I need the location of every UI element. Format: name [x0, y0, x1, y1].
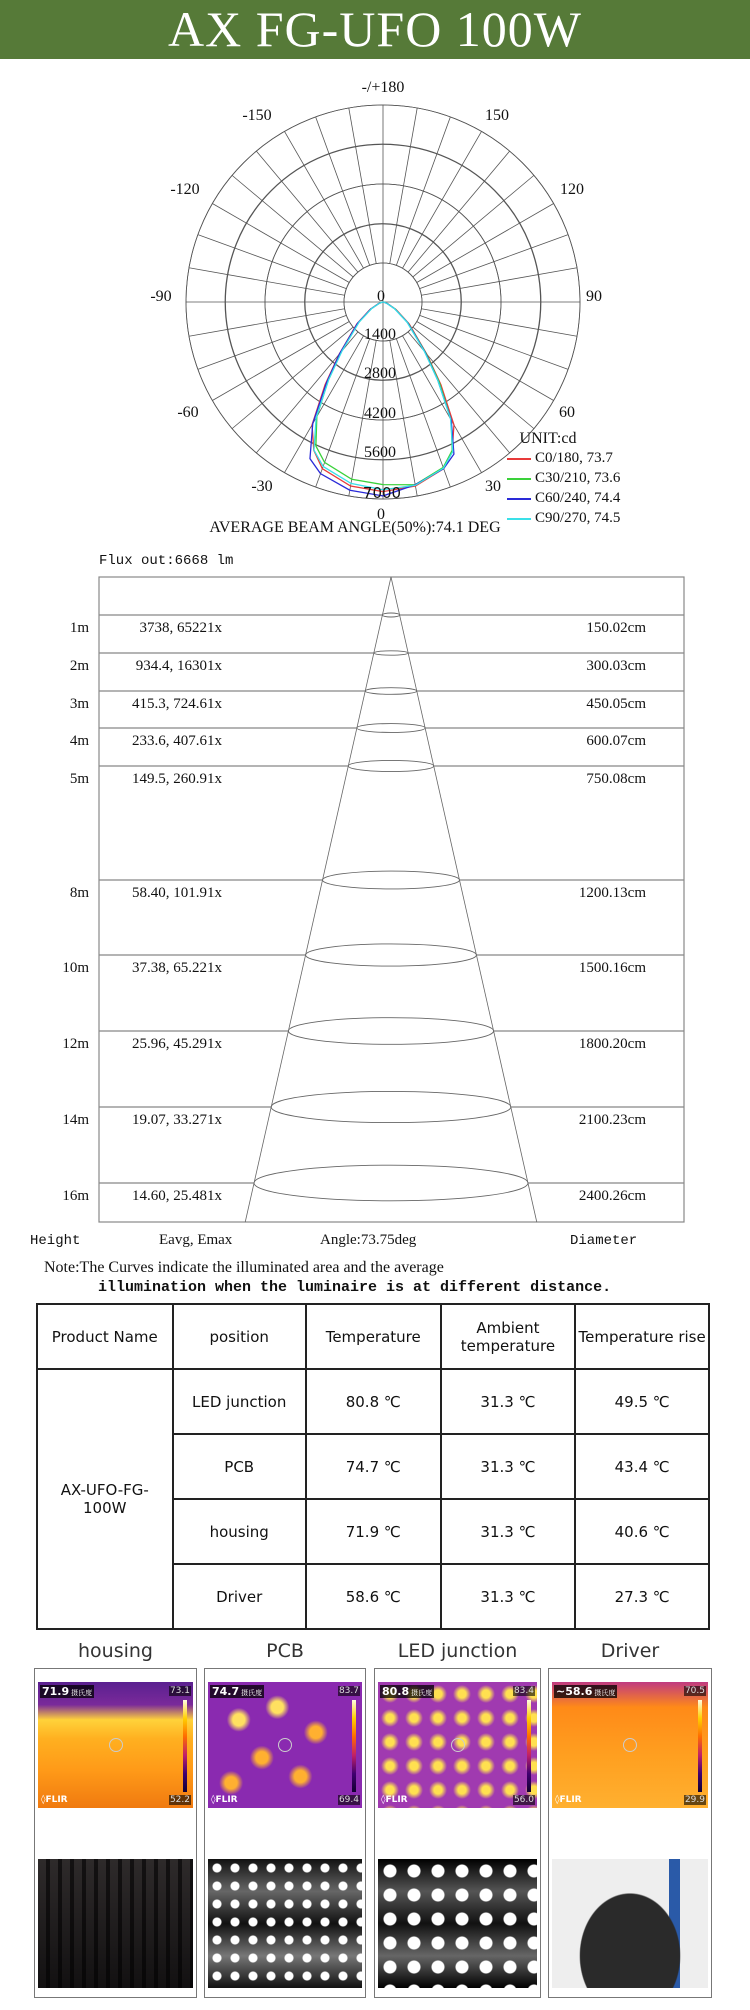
header-cell: Ambient temperature — [441, 1304, 576, 1369]
footer-angle: Angle:73.75deg — [320, 1232, 417, 1248]
rise-cell: 27.3 ℃ — [575, 1564, 709, 1629]
thermal-max: 83.4 — [513, 1686, 534, 1696]
footer-diameter: Diameter — [570, 1233, 638, 1249]
flir-logo: ◊FLIR — [41, 1795, 68, 1805]
thermal-max: 73.1 — [169, 1686, 190, 1696]
thermal-max: 70.5 — [684, 1686, 705, 1696]
temperature-cell: 58.6 ℃ — [306, 1564, 441, 1629]
angle-label: -90 — [150, 288, 172, 305]
ambient-cell: 31.3 ℃ — [441, 1499, 576, 1564]
row-height: 5m — [69, 771, 89, 787]
angle-label: 90 — [586, 288, 602, 305]
angle-label: -150 — [242, 107, 272, 124]
ring-label: 1400 — [364, 326, 396, 343]
thermal-image — [38, 1682, 193, 1808]
thermal-panel-led-junction — [374, 1668, 541, 1998]
row-illuminance: 14.60, 25.481x — [132, 1188, 222, 1204]
legend-item: C60/240, 74.4 — [507, 490, 620, 507]
crosshair-icon — [623, 1738, 637, 1752]
row-height: 14m — [62, 1112, 89, 1128]
angle-label: -/+180 — [361, 79, 405, 96]
row-diameter: 450.05cm — [586, 696, 646, 712]
legend-item: C90/270, 74.5 — [507, 510, 620, 527]
thermal-image — [378, 1682, 537, 1808]
rise-cell: 49.5 ℃ — [575, 1369, 709, 1434]
position-cell: PCB — [173, 1434, 306, 1499]
row-illuminance: 19.07, 33.271x — [132, 1112, 222, 1128]
ring-label: 5600 — [364, 444, 396, 461]
row-diameter: 150.02cm — [586, 620, 646, 636]
row-illuminance: 934.4, 16301x — [135, 658, 222, 674]
row-height: 8m — [69, 885, 89, 901]
thermal-spot-value: 74.7 摄氏度 — [212, 1685, 263, 1698]
row-diameter: 750.08cm — [586, 771, 646, 787]
thermal-min: 29.9 — [684, 1795, 705, 1805]
note-line-2: illumination when the luminaire is at different distance. — [98, 1279, 612, 1296]
position-cell: housing — [173, 1499, 306, 1564]
temperature-cell: 74.7 ℃ — [306, 1434, 441, 1499]
ring-label: 4200 — [364, 405, 396, 422]
cone-edge — [245, 577, 391, 1222]
footer-height: Height — [30, 1233, 81, 1249]
thermal-title-led-junction: LED junction — [397, 1640, 518, 1662]
note-line-1: Note:The Curves indicate the illuminated area and the average — [44, 1259, 444, 1276]
row-illuminance: 58.40, 101.91x — [132, 885, 222, 901]
flir-logo: ◊FLIR — [555, 1795, 582, 1805]
illumination-ellipse — [254, 1165, 528, 1201]
row-diameter: 1500.16cm — [578, 960, 646, 976]
row-illuminance: 37.38, 65.221x — [132, 960, 222, 976]
crosshair-icon — [278, 1738, 292, 1752]
angle-label: -60 — [177, 404, 199, 421]
row-illuminance: 415.3, 724.61x — [132, 696, 222, 712]
row-height: 16m — [62, 1188, 89, 1204]
illumination-ellipse — [357, 724, 425, 733]
thermal-spot-value: 80.8 摄氏度 — [382, 1685, 433, 1698]
row-diameter: 1200.13cm — [578, 885, 646, 901]
temperature-cell: 80.8 ℃ — [306, 1369, 441, 1434]
unit-label: UNIT:cd — [519, 430, 577, 447]
ambient-cell: 31.3 ℃ — [441, 1434, 576, 1499]
thermal-scale-bar — [352, 1700, 356, 1792]
row-diameter: 300.03cm — [586, 658, 646, 674]
legend-item: C0/180, 73.7 — [507, 450, 613, 467]
illumination-ellipse — [323, 871, 460, 889]
table-header-row — [37, 1304, 709, 1369]
ambient-cell: 31.3 ℃ — [441, 1564, 576, 1629]
thermal-min: 56.0 — [513, 1795, 534, 1805]
illumination-ellipse — [271, 1091, 511, 1122]
angle-label: 0 — [377, 506, 385, 523]
product-name-cell: AX-UFO-FG-100W — [37, 1369, 173, 1629]
header-cell: Product Name — [37, 1304, 173, 1369]
thermal-panel-housing — [34, 1668, 197, 1998]
header-cell: Temperature — [306, 1304, 441, 1369]
thermal-panel-driver — [548, 1668, 712, 1998]
header-cell: position — [173, 1304, 306, 1369]
thermal-image — [552, 1682, 708, 1808]
flir-logo: ◊FLIR — [211, 1795, 238, 1805]
thermal-image — [208, 1682, 362, 1808]
thermal-min: 52.2 — [169, 1795, 190, 1805]
row-diameter: 2400.26cm — [578, 1188, 646, 1204]
beam-angle-caption: AVERAGE BEAM ANGLE(50%):74.1 DEG — [209, 519, 501, 536]
illumination-ellipse — [288, 1018, 493, 1045]
row-illuminance: 25.96, 45.291x — [132, 1036, 222, 1052]
ring-label: 2800 — [364, 365, 396, 382]
ring-label: 7000 — [362, 484, 402, 502]
illumination-ellipse — [365, 688, 417, 695]
thermal-max: 83.7 — [338, 1686, 359, 1696]
crosshair-icon — [109, 1738, 123, 1752]
footer-eavg: Eavg, Emax — [159, 1232, 233, 1248]
thermal-min: 69.4 — [338, 1795, 359, 1805]
angle-label: 30 — [485, 478, 501, 495]
table-row — [37, 1369, 709, 1434]
crosshair-icon — [451, 1738, 465, 1752]
driver-photo — [552, 1859, 708, 1988]
illumination-ellipse — [306, 944, 477, 966]
illumination-ellipse — [382, 613, 399, 617]
thermal-scale-bar — [698, 1700, 702, 1792]
ring-label: 0 — [377, 288, 385, 305]
thermal-scale-bar — [183, 1700, 187, 1792]
row-height: 2m — [69, 658, 89, 674]
thermal-title-pcb: PCB — [266, 1640, 304, 1662]
angle-label: -30 — [251, 478, 273, 495]
rise-cell: 40.6 ℃ — [575, 1499, 709, 1564]
temperature-table — [36, 1303, 710, 1630]
angle-label: 120 — [560, 181, 584, 198]
row-illuminance: 3738, 65221x — [139, 620, 222, 636]
page-title: AX FG-UFO 100W — [0, 0, 750, 59]
row-height: 10m — [62, 960, 89, 976]
row-illuminance: 149.5, 260.91x — [132, 771, 222, 787]
illumination-ellipse — [374, 651, 408, 655]
ambient-cell: 31.3 ℃ — [441, 1369, 576, 1434]
row-diameter: 2100.23cm — [578, 1112, 646, 1128]
header-cell: Temperature rise — [575, 1304, 709, 1369]
thermal-title-housing: housing — [78, 1640, 153, 1662]
thermal-title-driver: Driver — [600, 1640, 660, 1662]
row-height: 12m — [62, 1036, 89, 1052]
angle-label: 60 — [559, 404, 575, 421]
thermal-panel-pcb — [204, 1668, 366, 1998]
thermal-spot-value: ~58.6 摄氏度 — [556, 1685, 616, 1698]
temperature-cell: 71.9 ℃ — [306, 1499, 441, 1564]
led-photo — [378, 1859, 537, 1988]
housing-photo — [38, 1859, 193, 1988]
legend-item: C30/210, 73.6 — [507, 470, 620, 487]
row-diameter: 600.07cm — [586, 733, 646, 749]
row-height: 3m — [69, 696, 89, 712]
flir-logo: ◊FLIR — [381, 1795, 408, 1805]
pcb-photo — [208, 1859, 362, 1988]
thermal-spot-value: 71.9 摄氏度 — [42, 1685, 93, 1698]
thermal-scale-bar — [527, 1700, 531, 1792]
row-height: 1m — [69, 620, 89, 636]
illumination-ellipse — [348, 760, 433, 771]
row-diameter: 1800.20cm — [578, 1036, 646, 1052]
angle-label: 150 — [485, 107, 509, 124]
rise-cell: 43.4 ℃ — [575, 1434, 709, 1499]
row-height: 4m — [69, 733, 89, 749]
angle-label: -120 — [170, 181, 200, 198]
position-cell: Driver — [173, 1564, 306, 1629]
position-cell: LED junction — [173, 1369, 306, 1434]
flux-out-label: Flux out:6668 lm — [99, 553, 234, 569]
row-illuminance: 233.6, 407.61x — [132, 733, 222, 749]
